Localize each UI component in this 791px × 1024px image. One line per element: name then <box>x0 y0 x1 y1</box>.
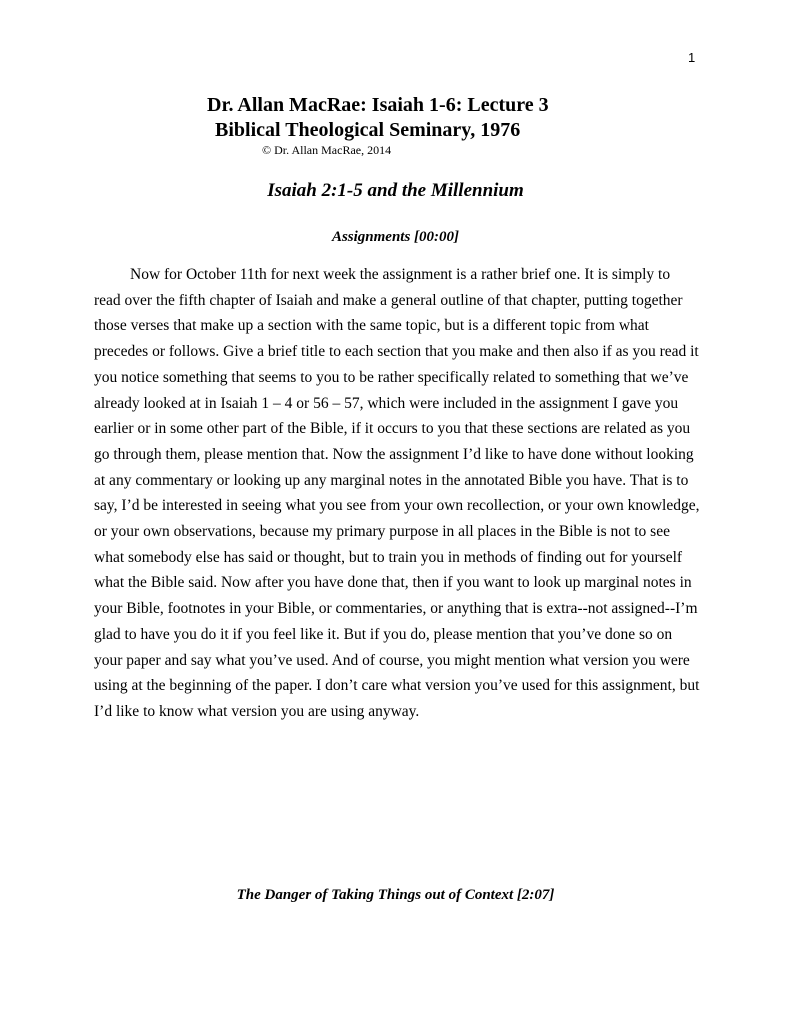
document-institution: Biblical Theological Seminary, 1976 <box>215 119 521 141</box>
document-title: Dr. Allan MacRae: Isaiah 1-6: Lecture 3 <box>207 94 549 116</box>
body-paragraph: Now for October 11th for next week the assignment is a rather brief one. It is simply to read over the fifth chapter of Isaiah and make a general outline of that chapter, putting together those verses that make up a section with the same topic, but is a different topic from what precedes or follows. Give a brief title to each section that you make and then also if as you read it you notice something that seems to you to be rather specifically related to something that we’ve already looked at in Isaiah 1 – 4 or 56 – 57, which were included in the assignment I gave you earlier or in some other part of the Bible, if it occurs to you that these sections are related as you go through them, please mention that. Now the assignment I’d like to have done without looking at any commentary or looking up any marginal notes in the annotated Bible you have. That is to say, I’d be interested in seeing what you see from your own recollection, or your own knowledge, or your own observations, because my primary purpose in all places in the Bible is not to see what somebody else has said or thought, but to train you in methods of finding out for yourself what the Bible said. Now after you have done that, then if you want to look up marginal notes in your Bible, footnotes in your Bible, or commentaries, or anything that is extra--not assigned--I’m glad to have you do it if you feel like it. But if you do, please mention that you’ve done so on your paper and say what you’ve used. And of course, you might mention what version you were using at the beginning of the paper. I don’t care what version you’ve used for this assignment, but I’d like to know what version you are using anyway. <box>94 266 700 720</box>
copyright-notice: © Dr. Allan MacRae, 2014 <box>262 143 392 157</box>
section-heading-danger-context: The Danger of Taking Things out of Context [2:07] <box>236 887 555 903</box>
page-number: 1 <box>688 50 696 65</box>
section-heading-assignments: Assignments [00:00] <box>331 229 460 245</box>
lecture-subtitle: Isaiah 2:1-5 and the Millennium <box>267 180 524 201</box>
